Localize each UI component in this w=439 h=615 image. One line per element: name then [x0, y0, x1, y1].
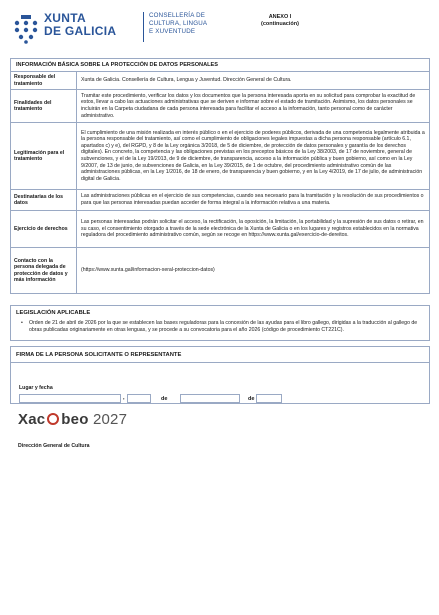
xacobeo-logo [18, 411, 127, 428]
row-label: Responsable del tratamiento [11, 72, 77, 89]
xunta-name-line1: XUNTA [44, 11, 86, 25]
conselleria-line: E XUVENTUDE [149, 27, 196, 35]
table-row [11, 248, 429, 293]
row-text: (https://www.xunta.gal/informacion-xeral-proteccion-datos) [81, 267, 215, 274]
table-row [11, 211, 429, 248]
xacobeo-o-icon [47, 413, 59, 425]
xacobeo-word-start: Xac [18, 411, 46, 428]
anexo-title: ANEXO I [268, 14, 292, 20]
row-text: Las administraciones públicas en el ejercicio de sus competencias, cuando sea necesario para la tramitación y la resolución de sus procedimientos o para que las personas interesadas puedan acceder de forma integral a la información relativa a una materia. [81, 193, 424, 206]
data-protection-section [10, 58, 430, 294]
row-label: Contacto con la persona delegada de protección de datos y más información [11, 248, 77, 293]
row-text: Tramitar este procedimiento, verificar los datos y los documentos que la persona interesada aporta en su solicitud para comprobar la exactitud de estos, llevar a cabo las actuaciones administrativas que se deriven e informar sobre el estado de tramitación. Asimismo, los datos personales se incluirán en la Carpeta ciudadana de cada persona interesada para facilitar el acceso a la información, tanto personal como de carácter administrativo. [81, 92, 416, 119]
row-text: El cumplimiento de una misión realizada en interés público o en el ejercicio de poderes públicos, derivada de una competencia legalmente atribuida a la persona responsable del tratamiento, así como el cumplimiento de obligaciones legales impuestas a dicha persona responsable (artículo 6.1, apartados c) y e), del RGPD, y 8 de la Ley orgánica 3/2018, de 5 de diciembre, de protección de datos personales y garantía de los derechos digitales). En concreto, la competencia y las obligaciones previstas en los preceptos básicos de la Ley 38/2003, de 17 de noviembre, general de subvenciones, y el de la Ley 19/2013, de 9 de diciembre, de transparencia, acceso a la información pública y buen gobierno, así como en la Ley 9/2007, de 13 de junio, de subvenciones de Galicia, en la Ley 39/2015, de 1 de octubre, del procedimiento administrativo común de las administraciones públicas, en la Ley 1/2016, de 18 de enero, de transparencia y buen gobierno, y en la Ley 4/2019, de 17 de julio, de administración digital de Galicia. [81, 129, 425, 182]
logo-divider [143, 12, 144, 42]
day-input[interactable] [127, 394, 151, 403]
de-separator: de [248, 396, 255, 402]
signature-section [10, 346, 430, 404]
section-title: INFORMACIÓN BÁSICA SOBRE LA PROTECCIÓN DE DATOS PERSONALES [11, 59, 429, 72]
row-label: Destinatarias de los datos [11, 190, 77, 210]
section-title: LEGISLACIÓN APLICABLE [16, 310, 91, 316]
table-row [11, 123, 429, 190]
page-header [10, 8, 430, 48]
anexo-heading [240, 14, 320, 28]
xunta-name-line2: DE GALICIA [44, 24, 117, 38]
legislation-section [10, 305, 430, 341]
conselleria-line: CULTURA, LINGUA [149, 19, 208, 27]
comma-separator: , [123, 395, 125, 401]
footer-text: Dirección General de Cultura [18, 443, 90, 449]
list-item [11, 318, 429, 337]
legislation-text: Orden de 21 de abril de 2026 por la que se establecen las bases reguladoras para la concesión de las ayudas para el libro gallego, dirigidas a la traducción al gallego de obras publicadas originariamente en otras lenguas, y se procede a su convocatoria para el año 2026 (código de procedimiento CT221C). [29, 320, 418, 333]
row-text: Las personas interesadas podrán solicitar el acceso, la rectificación, la oposición, la limitación, la portabilidad y la supresión de sus datos o retirar, en su caso, el consentimiento otorgado a través de la sede electrónica de la Xunta de Galicia o en los lugares y registros establecidos en la normativa reguladora del procedimiento administrativo común, según se recoge en https://www.xunta.gal/exercicio-de-dereitos. [81, 219, 424, 239]
month-input[interactable] [180, 394, 240, 403]
year-input[interactable] [256, 394, 282, 403]
section-title: FIRMA DE LA PERSONA SOLICITANTE O REPRESENTANTE [11, 347, 429, 363]
row-label: Finalidades del tratamiento [11, 90, 77, 122]
galicia-crest-icon [12, 14, 40, 44]
row-label: Ejercicio de derechos [11, 211, 77, 247]
table-row [11, 90, 429, 123]
conselleria-name [149, 12, 207, 35]
xacobeo-year: 2027 [92, 411, 128, 428]
anexo-continuacion: (continuación) [261, 21, 299, 27]
conselleria-line: CONSELLERÍA DE [149, 12, 206, 19]
table-row [11, 72, 429, 90]
row-text: Xunta de Galicia. Consellería de Cultura, Lengua y Juventud. Dirección General de Cultura. [81, 77, 292, 84]
bullet-icon: • [21, 320, 23, 326]
row-label: Legitimación para el tratamiento [11, 123, 77, 189]
xunta-logo [10, 8, 148, 48]
de-separator: de [161, 396, 168, 402]
place-date-label: Lugar y fecha [19, 385, 53, 391]
table-row [11, 190, 429, 211]
xacobeo-word-end: beo [61, 411, 89, 428]
place-input[interactable] [19, 394, 121, 403]
